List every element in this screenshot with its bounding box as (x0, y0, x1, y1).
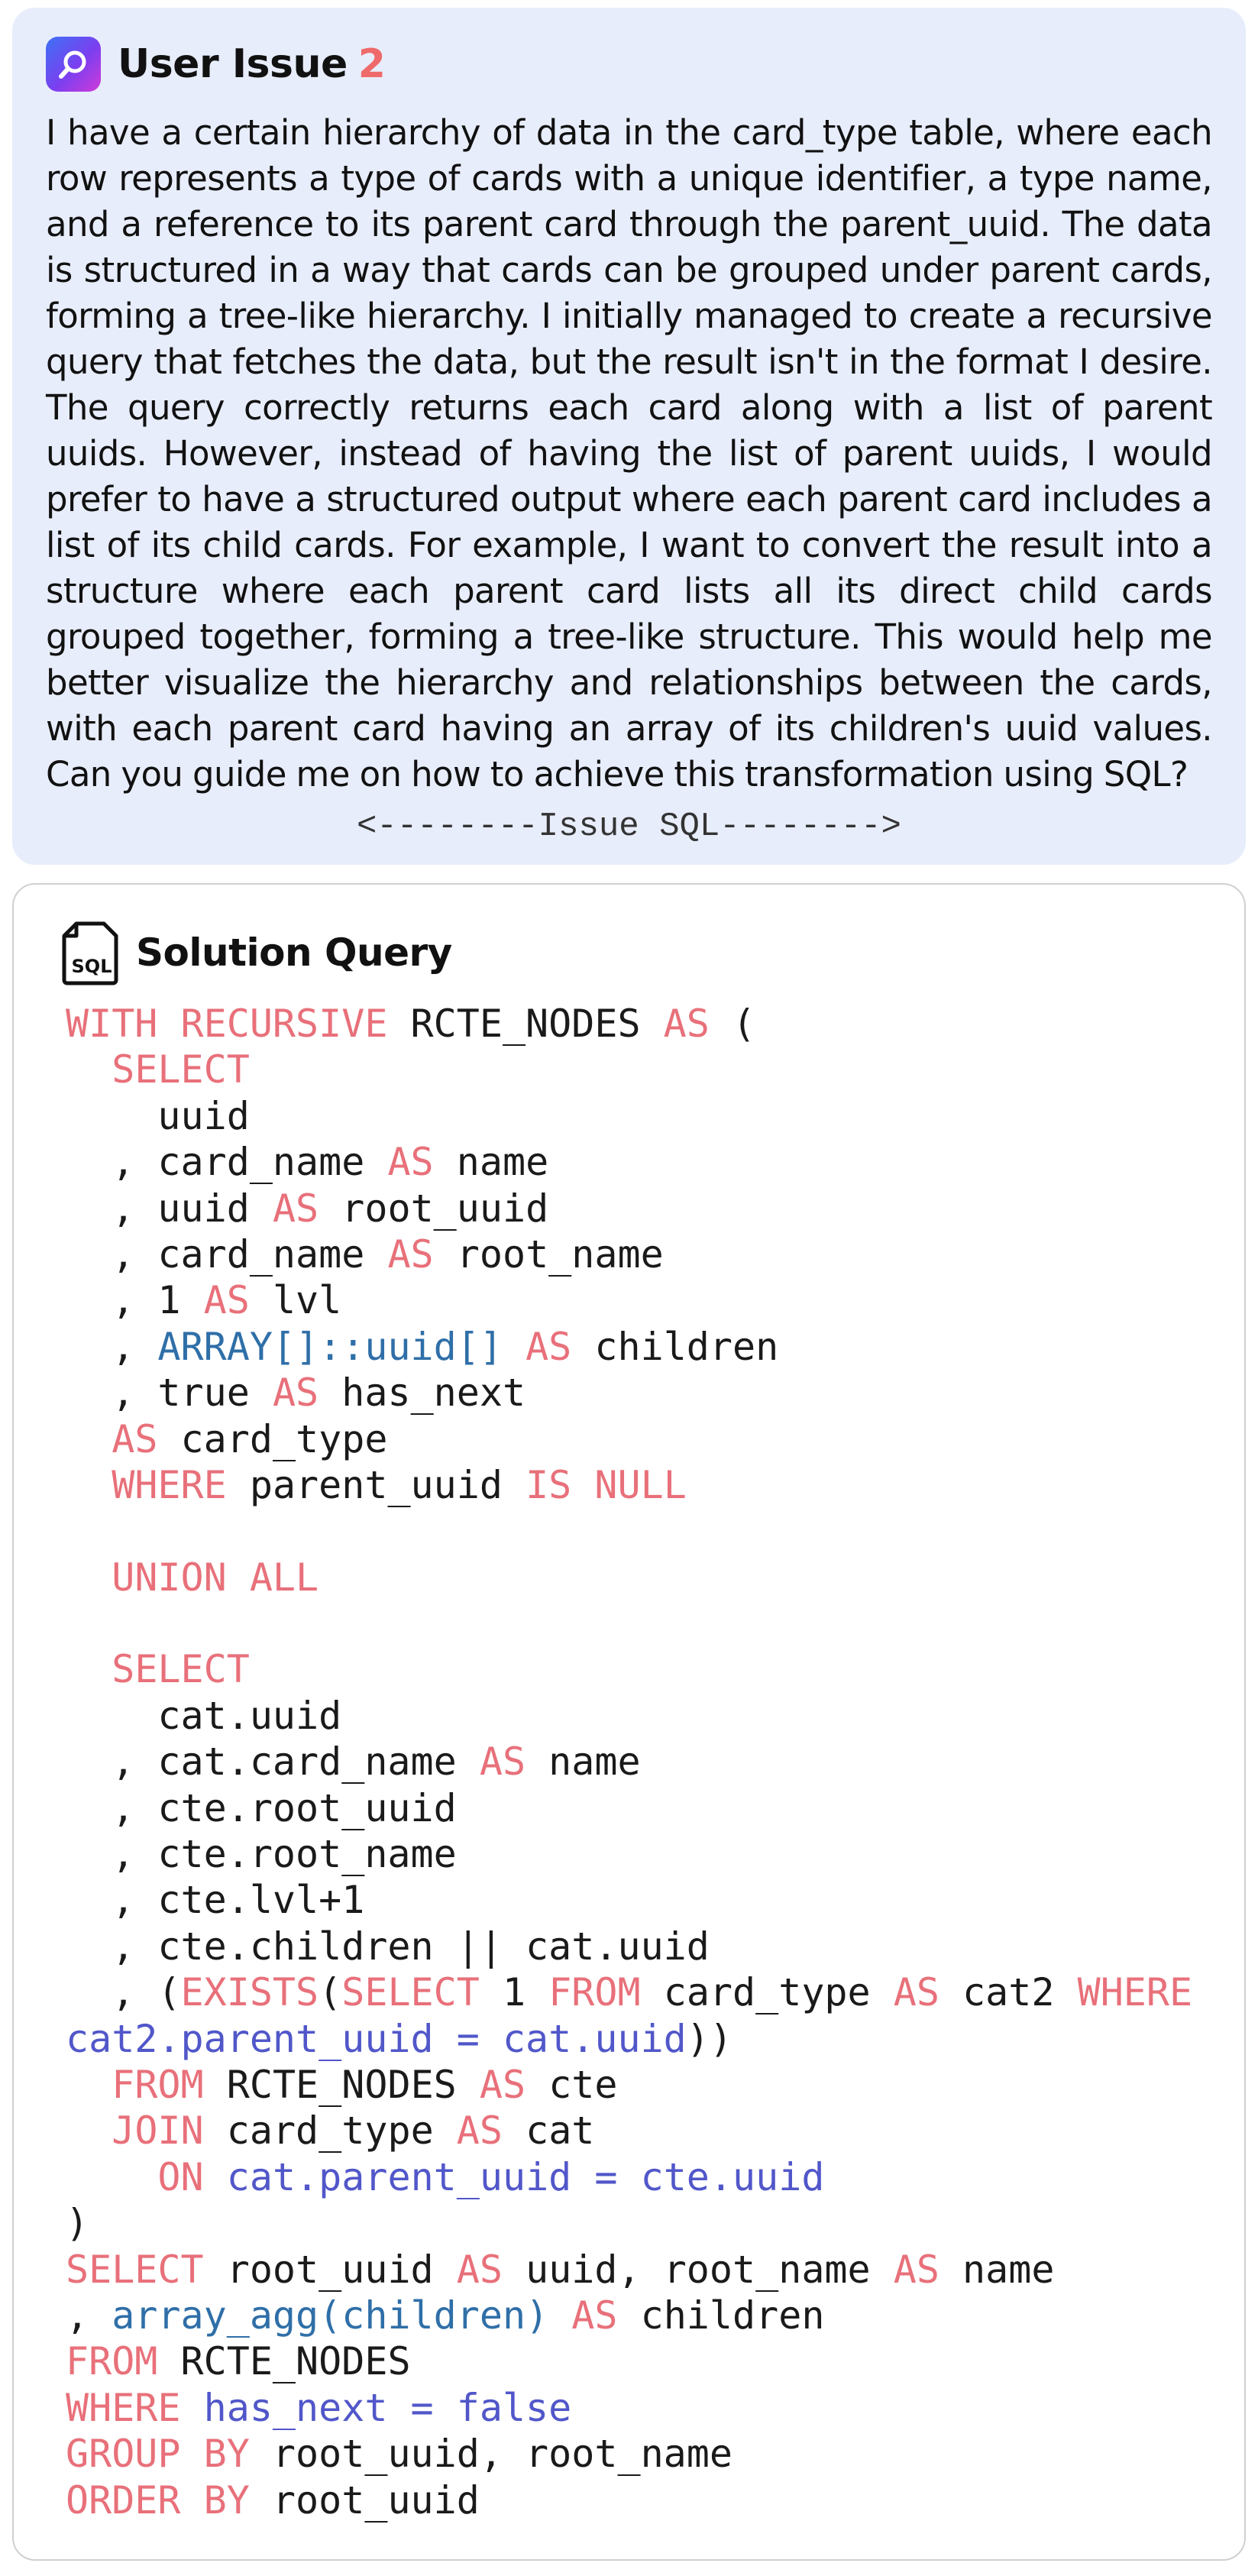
code-token (66, 1647, 112, 1691)
code-token: name (433, 1140, 549, 1185)
code-token: parent_uuid (226, 1462, 526, 1507)
code-token: WHERE (1077, 1970, 1193, 2015)
code-token: SELECT (66, 2247, 204, 2292)
code-token: , cte.root_uuid (66, 1785, 457, 1830)
code-token (66, 1463, 112, 1507)
code-token: , (66, 1324, 158, 1369)
code-token (548, 2293, 571, 2338)
sql-file-icon (60, 919, 121, 986)
code-token: , card_name (66, 1231, 388, 1277)
code-line (66, 2062, 1214, 2108)
code-token: , ( (66, 1970, 181, 2015)
code-token: SELECT (112, 1647, 250, 1692)
code-line (66, 1555, 1214, 1600)
code-line (66, 2200, 1214, 2246)
code-token (66, 1555, 112, 1600)
code-token: JOIN (112, 2108, 204, 2154)
code-token: ( (709, 1002, 756, 1046)
code-token: , true (66, 1371, 273, 1416)
code-line (66, 2154, 1214, 2200)
code-token: card_type (157, 1416, 388, 1461)
code-token (66, 1047, 112, 1092)
svg-text:SQL: SQL (71, 956, 112, 977)
code-token: EXISTS (180, 1970, 319, 2015)
code-line (66, 1924, 1214, 1969)
code-line (66, 2385, 1214, 2431)
code-token: root_uuid (203, 2247, 457, 2292)
code-token (66, 2063, 112, 2107)
code-token: card_type (640, 1970, 894, 2015)
code-token: cat.parent_uuid = cte.uuid (226, 2154, 825, 2199)
code-token: name (526, 1739, 641, 1785)
code-token: , 1 (66, 1278, 204, 1323)
code-token: AS (479, 2062, 526, 2107)
code-line (66, 2016, 1214, 2062)
code-token: UNION ALL (112, 1555, 319, 1600)
code-token: , cat.card_name (66, 1739, 480, 1785)
code-token: children (571, 1324, 779, 1369)
code-token: AS (387, 1140, 434, 1185)
code-line (66, 1093, 1214, 1139)
code-token: , card_name (66, 1140, 388, 1185)
code-token: ORDER BY (66, 2477, 250, 2523)
code-token: SELECT (112, 1047, 250, 1092)
user-issue-card (12, 8, 1246, 865)
issue-title-label: User Issue (118, 41, 348, 87)
code-token: AS (456, 2108, 503, 2154)
code-token: FROM (548, 1970, 641, 2015)
code-token: root_uuid (319, 1186, 549, 1231)
code-token: , uuid (66, 1186, 273, 1231)
code-token: WHERE (112, 1462, 227, 1507)
code-line (66, 2338, 1214, 2384)
code-token: AS (387, 1231, 434, 1277)
code-line (66, 1139, 1214, 1185)
code-token: , cte.lvl+1 (66, 1878, 365, 1923)
code-token: AS (893, 2247, 939, 2292)
code-line (66, 1969, 1214, 2015)
code-line (66, 1370, 1214, 1416)
code-token: ARRAY[]::uuid[] (157, 1324, 503, 1369)
code-line (66, 1646, 1214, 1692)
code-token: ) (66, 2201, 89, 2246)
code-token: AS (479, 1739, 526, 1785)
code-token: ( (319, 1970, 342, 2015)
code-line (66, 1600, 1214, 1646)
code-token: , cte.root_name (66, 1832, 457, 1877)
code-token: AS (571, 2293, 618, 2338)
code-token: FROM (66, 2339, 158, 2384)
code-line (66, 1416, 1214, 1462)
code-token (204, 2155, 227, 2199)
code-line (66, 1462, 1214, 1508)
issue-title (118, 41, 385, 87)
code-line (66, 2293, 1214, 2338)
code-token: cat2 (939, 1970, 1078, 2015)
code-token: SELECT (341, 1970, 480, 2015)
code-token (66, 2155, 157, 2199)
code-line (66, 1785, 1214, 1831)
sql-code-block (66, 1001, 1214, 2523)
code-token: uuid, root_name (502, 2247, 894, 2292)
code-line (66, 2477, 1214, 2523)
code-token: , (66, 2293, 112, 2338)
code-token: array_agg(children) (112, 2293, 549, 2338)
code-line (66, 2431, 1214, 2477)
code-token: cat.uuid (66, 1693, 342, 1738)
search-icon (46, 37, 101, 92)
code-token: cte (526, 2062, 618, 2107)
code-line (66, 1324, 1214, 1370)
code-token: RCTE_NODES (157, 2339, 411, 2384)
code-token (181, 2386, 204, 2430)
issue-number: 2 (357, 41, 386, 87)
code-token: root_name (433, 1231, 664, 1277)
code-token: )) (686, 2016, 732, 2061)
solution-title: Solution Query (136, 930, 452, 975)
issue-sql-label: <--------Issue SQL--------> (357, 807, 901, 846)
code-token: root_uuid, root_name (249, 2432, 732, 2477)
code-line (66, 1693, 1214, 1739)
code-token: AS (456, 2247, 503, 2292)
issue-description: I have a certain hierarchy of data in the card_type table, where each row represents a type of cards with a unique identifier, a type name, and a reference to its parent card through the parent_uuid. The data is structured in a way that cards can be grouped under parent cards, forming a tree-like hierarchy. I initially managed to create a recursive query that fetches the data, but the result isn't in the format I desire. The query correctly returns each card along with a list of parent uuids. However, instead of having the list of parent uuids, I would prefer to have a structured output where each parent card includes a list of its child cards. For example, I want to convert the result into a structure where each parent card lists all its direct child cards grouped together, forming a tree-like structure. This would help me better visualize the hierarchy and relationships between the cards, with each parent card having an array of its children's uuid values. Can you guide me on how to achieve this transformation using SQL? (46, 112, 1212, 794)
code-token: has_next = false (203, 2385, 572, 2430)
code-token: name (939, 2247, 1055, 2292)
code-token: FROM (112, 2062, 204, 2107)
code-line (66, 1508, 1214, 1554)
code-token: AS (112, 1416, 158, 1461)
code-token: AS (526, 1324, 572, 1369)
code-line (66, 1831, 1214, 1877)
code-token: , cte.children || cat.uuid (66, 1924, 710, 1969)
code-token: cat (503, 2108, 595, 2154)
code-token: AS (893, 1970, 939, 2015)
code-token: cat2.parent_uuid = cat.uuid (66, 2016, 687, 2061)
code-token: AS (663, 1002, 710, 1046)
code-token: WITH RECURSIVE (66, 1002, 388, 1046)
code-token: card_type (203, 2108, 457, 2154)
issue-header (46, 34, 1212, 95)
code-line (66, 2108, 1214, 2154)
code-token: IS NULL (526, 1462, 687, 1507)
code-token: AS (203, 1278, 250, 1323)
code-token: uuid (66, 1093, 250, 1138)
code-token: GROUP BY (66, 2432, 250, 2477)
code-line (66, 1877, 1214, 1923)
code-token: lvl (249, 1278, 342, 1323)
code-line (66, 1186, 1214, 1231)
code-token: WHERE (66, 2385, 181, 2430)
code-line (66, 1231, 1214, 1277)
code-token: root_uuid (249, 2477, 480, 2523)
code-token (66, 1417, 112, 1461)
code-token: RCTE_NODES (203, 2062, 480, 2107)
code-line (66, 1001, 1214, 1047)
code-line (66, 2247, 1214, 2293)
solution-header (60, 918, 1214, 987)
code-token (66, 2108, 112, 2153)
code-line (66, 1739, 1214, 1785)
code-token: RCTE_NODES (387, 1002, 664, 1046)
code-line (66, 1047, 1214, 1092)
code-token: children (617, 2293, 825, 2338)
code-line (66, 1277, 1214, 1323)
code-token: ON (157, 2154, 204, 2199)
code-token: AS (272, 1371, 319, 1416)
solution-query-card (12, 883, 1246, 2561)
code-token (503, 1325, 526, 1369)
code-token: 1 (479, 1970, 549, 2015)
code-token: AS (272, 1186, 319, 1231)
code-token: has_next (319, 1371, 526, 1416)
